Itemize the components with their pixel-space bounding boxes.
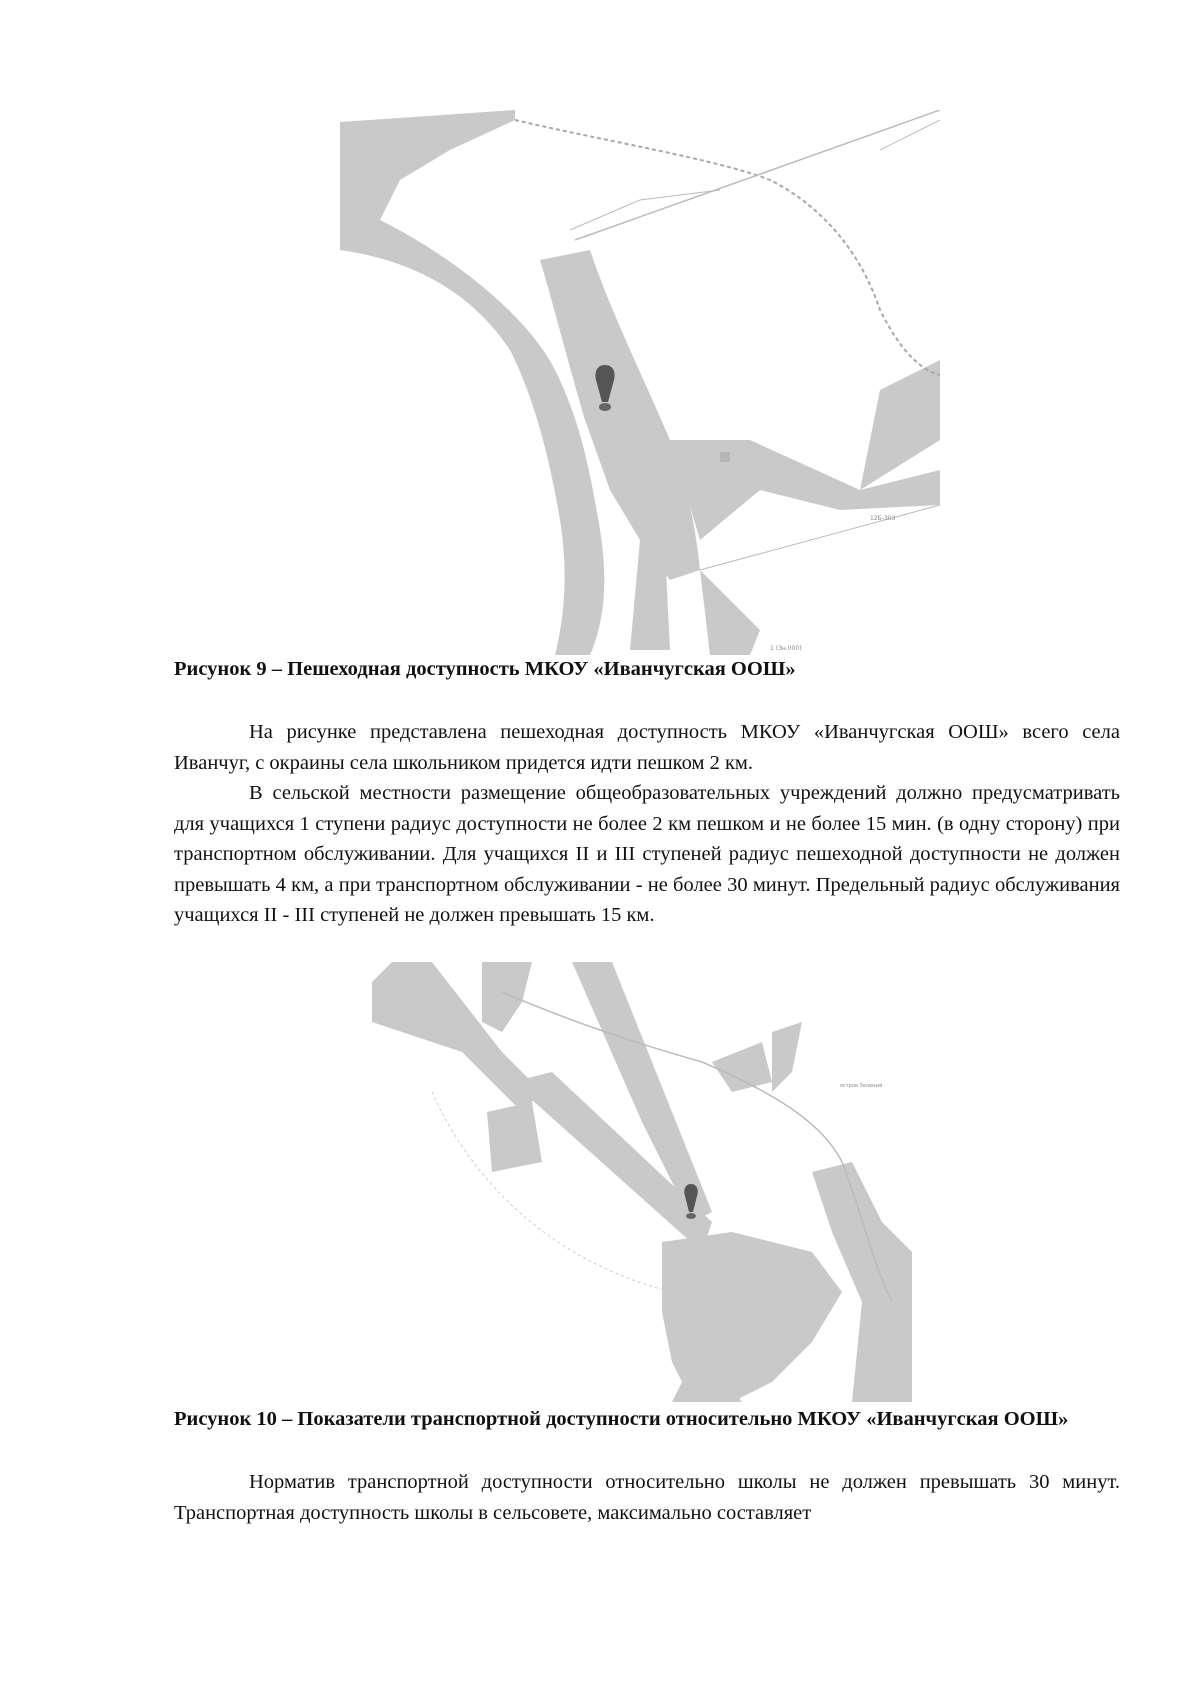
map-road (880, 120, 940, 150)
map-label: остров Зеленый (840, 1083, 883, 1089)
map-road (700, 505, 940, 570)
walking-accessibility-map (340, 110, 940, 655)
body-paragraph: На рисунке представлена пешеходная доступность МКОУ «Иванчугская ООШ» всего села Иванчуг, с окраины села школьником придется идти пешком 2 км. (174, 721, 1120, 774)
map-land-area (487, 1102, 542, 1172)
body-paragraph: В сельской местности размещение общеобразовательных учреждений должно предусматривать для учащихся 1 ступени радиус доступности не более 2 км пешком и не более 15 мин. (в одну сторону) при транспортном обслуживании. Для учащихся II и III ступеней радиус пешеходной доступности не должен превышать 4 км, а при транспортном обслуживании - не более 30 минут. Предельный радиус обслуживания учащихся II - III ступеней не должен превышать 15 км. (174, 782, 1120, 926)
map-land-area (482, 962, 532, 1032)
map-image (372, 962, 912, 1402)
map-land-area (860, 360, 940, 490)
map-land-area (712, 1042, 772, 1092)
transport-accessibility-map (372, 962, 912, 1402)
map-land-area (700, 570, 760, 655)
map-road (575, 110, 940, 240)
map-land-area (772, 1022, 802, 1092)
map-label: 1 (Зн.000) (770, 645, 802, 652)
map-land-area (630, 540, 670, 650)
map-label: 12Б-З03 (870, 515, 896, 522)
figure-caption: Рисунок 9 – Пешеходная доступность МКОУ «Иванчугская ООШ» (174, 658, 796, 680)
figure-caption: Рисунок 10 – Показатели транспортной доступности относительно МКОУ «Иванчугская ООШ» (174, 1408, 1069, 1430)
map-land-area (340, 110, 515, 230)
map-building (720, 452, 730, 462)
map-image (340, 110, 940, 655)
body-paragraph: Норматив транспортной доступности относительно школы не должен превышать 30 минут. Транспортная доступность школы в сельсовете, максимально составляет (174, 1471, 1120, 1524)
